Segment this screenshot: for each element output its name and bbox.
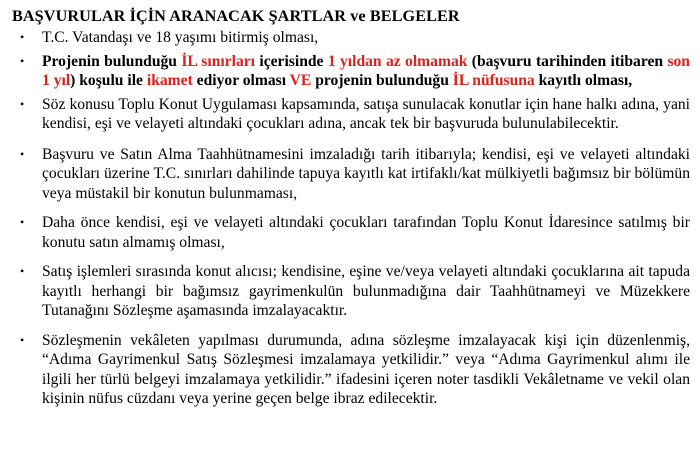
condition-item (6, 262, 690, 321)
condition-item (6, 95, 690, 134)
condition-text: Projenin bulunduğu (42, 52, 182, 70)
bullet-icon: • (20, 264, 25, 278)
condition-item (6, 145, 690, 204)
conditions-list (6, 28, 690, 409)
condition-text: Söz konusu Toplu Konut Uygulaması kapsamında, satışa sunulacak konutlar için hane halkı adına, yani kendisi, eşi ve velayeti altındaki çocukları adına, ancak tek bir başvuruda bulunulabilecektir. (42, 95, 690, 132)
condition-item (6, 213, 690, 252)
condition-text: İL nüfusuna (452, 72, 535, 89)
condition-text: İL sınırları (181, 52, 256, 70)
bullet-icon: • (20, 146, 25, 161)
condition-text: kayıtlı olması, (534, 72, 633, 89)
condition-text: Satış işlemleri sırasında konut alıcısı; kendisine, eşine ve/veya velayeti altındaki çocuklarına ait tapuda kayıtlı herhangi bir bağımsız gayrimenkulün bulunmadığına dair Taahhütnameyi ve Müzekkere Tutanağını Sözleşme aşamasında imzalayacaktır. (42, 263, 690, 319)
condition-text: Başvuru ve Satın Alma Taahhütnamesini imzaladığı tarih itibarıyla; kendisi, eşi ve velayeti altındaki çocukları üzerine T.C. sınırları dahilinde tapuya kayıtlı kat irtifaklı/kat mülkiyetli bağımsız bir bölümün veya müstakil bir konutun bulunmaması, (42, 145, 690, 202)
bullet-icon: • (20, 96, 25, 111)
condition-text: son 1 yıl (42, 52, 690, 89)
condition-text: T.C. Vatandaşı ve 18 yaşımı bitirmiş olması, (42, 29, 319, 46)
condition-item (6, 52, 690, 91)
condition-text: VE (289, 72, 312, 89)
condition-text: projenin bulunduğu (311, 72, 453, 89)
condition-text: (başvuru tarihinden itibaren (467, 52, 668, 70)
condition-text: ikamet (146, 72, 193, 89)
document-title: BAŞVURULAR İÇİN ARANACAK ŞARTLAR ve BELGELER (12, 7, 460, 25)
condition-text: ediyor olması (192, 72, 290, 89)
condition-item (6, 331, 690, 409)
condition-text: Daha önce kendisi, eşi ve velayeti altındaki çocukları tarafından Toplu Konut İdaresince satılmış bir konutu satın almamış olması, (42, 214, 690, 251)
bullet-icon: • (20, 53, 25, 68)
condition-item (6, 28, 690, 48)
bullet-icon: • (20, 30, 25, 44)
bullet-icon: • (20, 215, 25, 229)
bullet-icon: • (20, 332, 25, 347)
condition-text: 1 yıldan az olmamak (327, 52, 468, 70)
condition-text: içerisinde (255, 52, 328, 70)
condition-text: Sözleşmenin vekâleten yapılması durumunda, adına sözleşme imzalayacak kişi için düzenlenmiş, “Adıma Gayrimenkul Satış Sözleşmesi imzalamaya yetkilidir.” veya “Adıma Gayrimenkul alımı ile ilgili her türlü belgeyi imzalamaya yetkilidir.” ifadesini içeren noter tasdikli Vekâletname ve vekil olan kişinin nüfus cüzdanı veya yerine geçen belge ibraz edilecektir. (42, 331, 690, 407)
condition-text: ) koşulu ile (70, 72, 147, 89)
